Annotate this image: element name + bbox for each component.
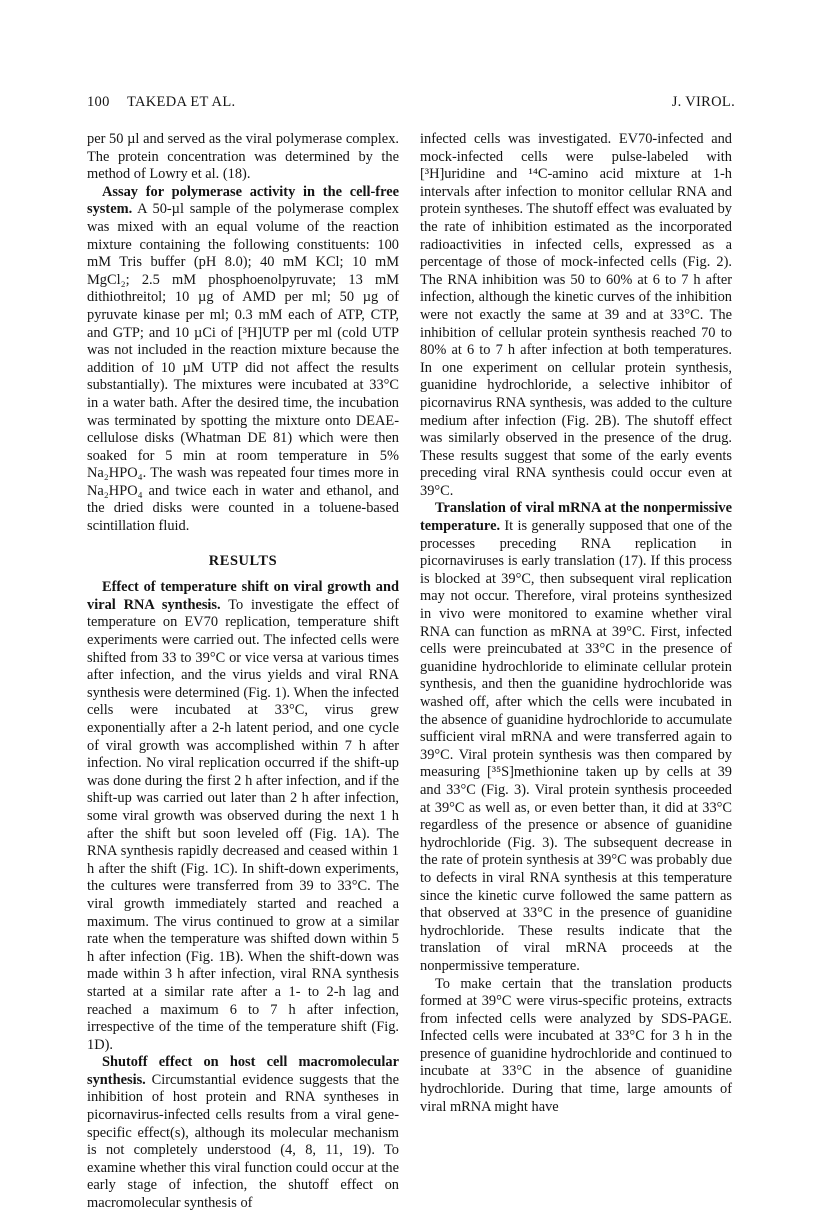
paragraph-body: A 50-µl sample of the polymerase complex was mixed with an equal volume of the reaction mixture containing the following constituents: 100 mM Tris buffer (pH 8.0); 40 mM KCl; 10 mM MgCl₂; 2.5 mM phosphoenolpyruvate; 13 mM dithiothreitol; 10 µg of AMD per ml; 50 µg of pyruvate kinase per ml; 0.3 mM each of ATP, CTP, and GTP; and 10 µCi of [³H]UTP per ml (cold UTP was not included in the reaction mixture because the addition of 10 µM UTP did not affect the results substantially). The mixtures were incubated at 33°C in a water bath. After the desired time, the incubation was terminated by spotting the mixture onto DEAE-cellulose disks (Whatman DE 81) which were then soaked for 5 min at room temperature in 5% Na₂HPO₄. The wash was repeated four times more in Na₂HPO₄ and twice each in water and ethanol, and the dried disks were counted in a toluene-based scintillation fluid. xyxy=(87,201,399,535)
paragraph-polymerase-assay xyxy=(87,184,399,536)
runin-heading: Assay for polymerase activity in the cell-free system. xyxy=(87,183,399,218)
runin-heading: Shutoff effect on host cell macromolecular synthesis. xyxy=(87,1054,399,1088)
running-header xyxy=(87,94,735,114)
paragraph-continued: infected cells was investigated. EV70-infected and mock-infected cells were pulse-labeled with [³H]uridine and ¹⁴C-amino acid mixture at 1-h intervals after infection to monitor cellular RNA and protein syntheses. The shutoff effect was evaluated by the rate of inhibition estimated as the incorporated radioactivities in infected cells, expressed as a percentage of those of mock-infected cells (Fig. 2). The RNA inhibition was 50 to 60% at 6 to 7 h after infection, although the kinetic curves of the inhibition were not exactly the same at 39 and at 33°C. The inhibition of cellular protein synthesis reached 70 to 80% at 6 to 7 h after infection at both temperatures. In one experiment on cellular protein synthesis, guanidine hydrochloride, a selective inhibitor of picornavirus RNA synthesis, was added to the culture medium after infection (Fig. 2B). The shutoff effect was similarly observed in the presence of the drug. These results suggest that some of the early events preceding viral RNA synthesis could occur even at 39°C. xyxy=(420,131,732,499)
paragraph-body: It is generally supposed that one of the processes preceding RNA replication in picornaviruses is early translation (17). If this process is blocked at 39°C, then subsequent viral replication may not occur. Therefore, viral proteins synthesized in vivo were monitored to examine whether viral RNA can function as mRNA at 39°C. First, infected cells were preincubated at 33°C in the presence of guanidine hydrochloride to eliminate cellular protein synthesis, and then the guanidine hydrochloride was washed off, after which the cells were incubated in the absence of guanidine hydrochloride to accumulate sufficient viral mRNA and were transferred again to 39°C. Viral protein synthesis was then compared by measuring [³⁵S]methionine taken up by cells at 39 and 33°C (Fig. 3). Viral protein synthesis proceeded at 39°C as well as, or even better than, it did at 33°C regardless of the presence or absence of guanidine hydrochloride (Fig. 3). The subsequent decrease in the rate of protein synthesis at 39°C was probably due to defects in viral RNA synthesis at this temperature since the kinetic curve followed the same pattern as that observed at 33°C in the presence of guanidine hydrochloride. These results indicate that the translation of viral mRNA proceeds at the nonpermissive temperature. xyxy=(420,518,732,974)
paragraph-temperature-shift xyxy=(87,579,399,1054)
right-column xyxy=(420,131,732,1116)
paragraph-continued: per 50 µl and served as the viral polymerase complex. The protein concentration was determined by the method of Lowry et al. (18). xyxy=(87,131,399,183)
page-number: 100 xyxy=(87,94,110,110)
runin-heading: Translation of viral mRNA at the nonpermissive temperature. xyxy=(420,500,732,535)
section-heading-results: RESULTS xyxy=(208,552,278,569)
paragraph-translation xyxy=(420,500,732,975)
paragraph-body: Circumstantial evidence suggests that the inhibition of host protein and RNA syntheses in picornavirus-infected cells results from a viral gene-specific effect(s), although its molecular mechanism is not completely understood (4, 8, 11, 19). To examine whether this viral function could occur at the early stage of infection, the shutoff effect on macromolecular synthesis of xyxy=(87,1071,399,1212)
paragraph-translation-products: To make certain that the translation products formed at 39°C were virus-specific proteins, extracts from infected cells were analyzed by SDS-PAGE. Infected cells were incubated at 33°C for 3 h in the presence of guanidine hydrochloride and continued to incubate at 33°C in the absence of guanidine hydrochloride. During that time, large amounts of viral mRNA might have xyxy=(420,975,732,1115)
left-column xyxy=(87,131,399,1213)
paragraph-shutoff-effect xyxy=(87,1054,399,1212)
paragraph-body: To investigate the effect of temperature on EV70 replication, temperature shift experiments were carried out. The infected cells were shifted from 33 to 39°C or vice versa at various times after infection, and the virus yields and viral RNA synthesis were determined (Fig. 1). When the infected cells were incubated at 33°C, virus grew exponentially after a 2-h latent period, and one cycle of viral growth was accomplished within 7 h after infection. No viral replication occurred if the shift-up was done during the first 2 h after infection, and if the shift-up was carried out later than 2 h after infection, some viral growth was observed during the next 1 h after the shift but soon leveled off (Fig. 1A). The RNA synthesis rapidly decreased and ceased within 1 h after the shift (Fig. 1C). In shift-down experiments, the cultures were transferred from 39 to 33°C. The viral growth immediately started and reached a maximum. The virus continued to grow at a similar rate when the temperature was shifted down within 5 h after infection (Fig. 1B). When the shift-down was made within 3 h after infection, viral RNA synthesis started at a similar rate after a 1- to 2-h lag and reached a maximum 6 to 7 h after infection, irrespective of the time of the temperature shift (Fig. 1D). xyxy=(87,596,399,1053)
running-title: TAKEDA ET AL. xyxy=(127,94,236,110)
journal-name: J. VIROL. xyxy=(671,94,735,110)
runin-heading: Effect of temperature shift on viral growth and viral RNA synthesis. xyxy=(87,579,399,613)
